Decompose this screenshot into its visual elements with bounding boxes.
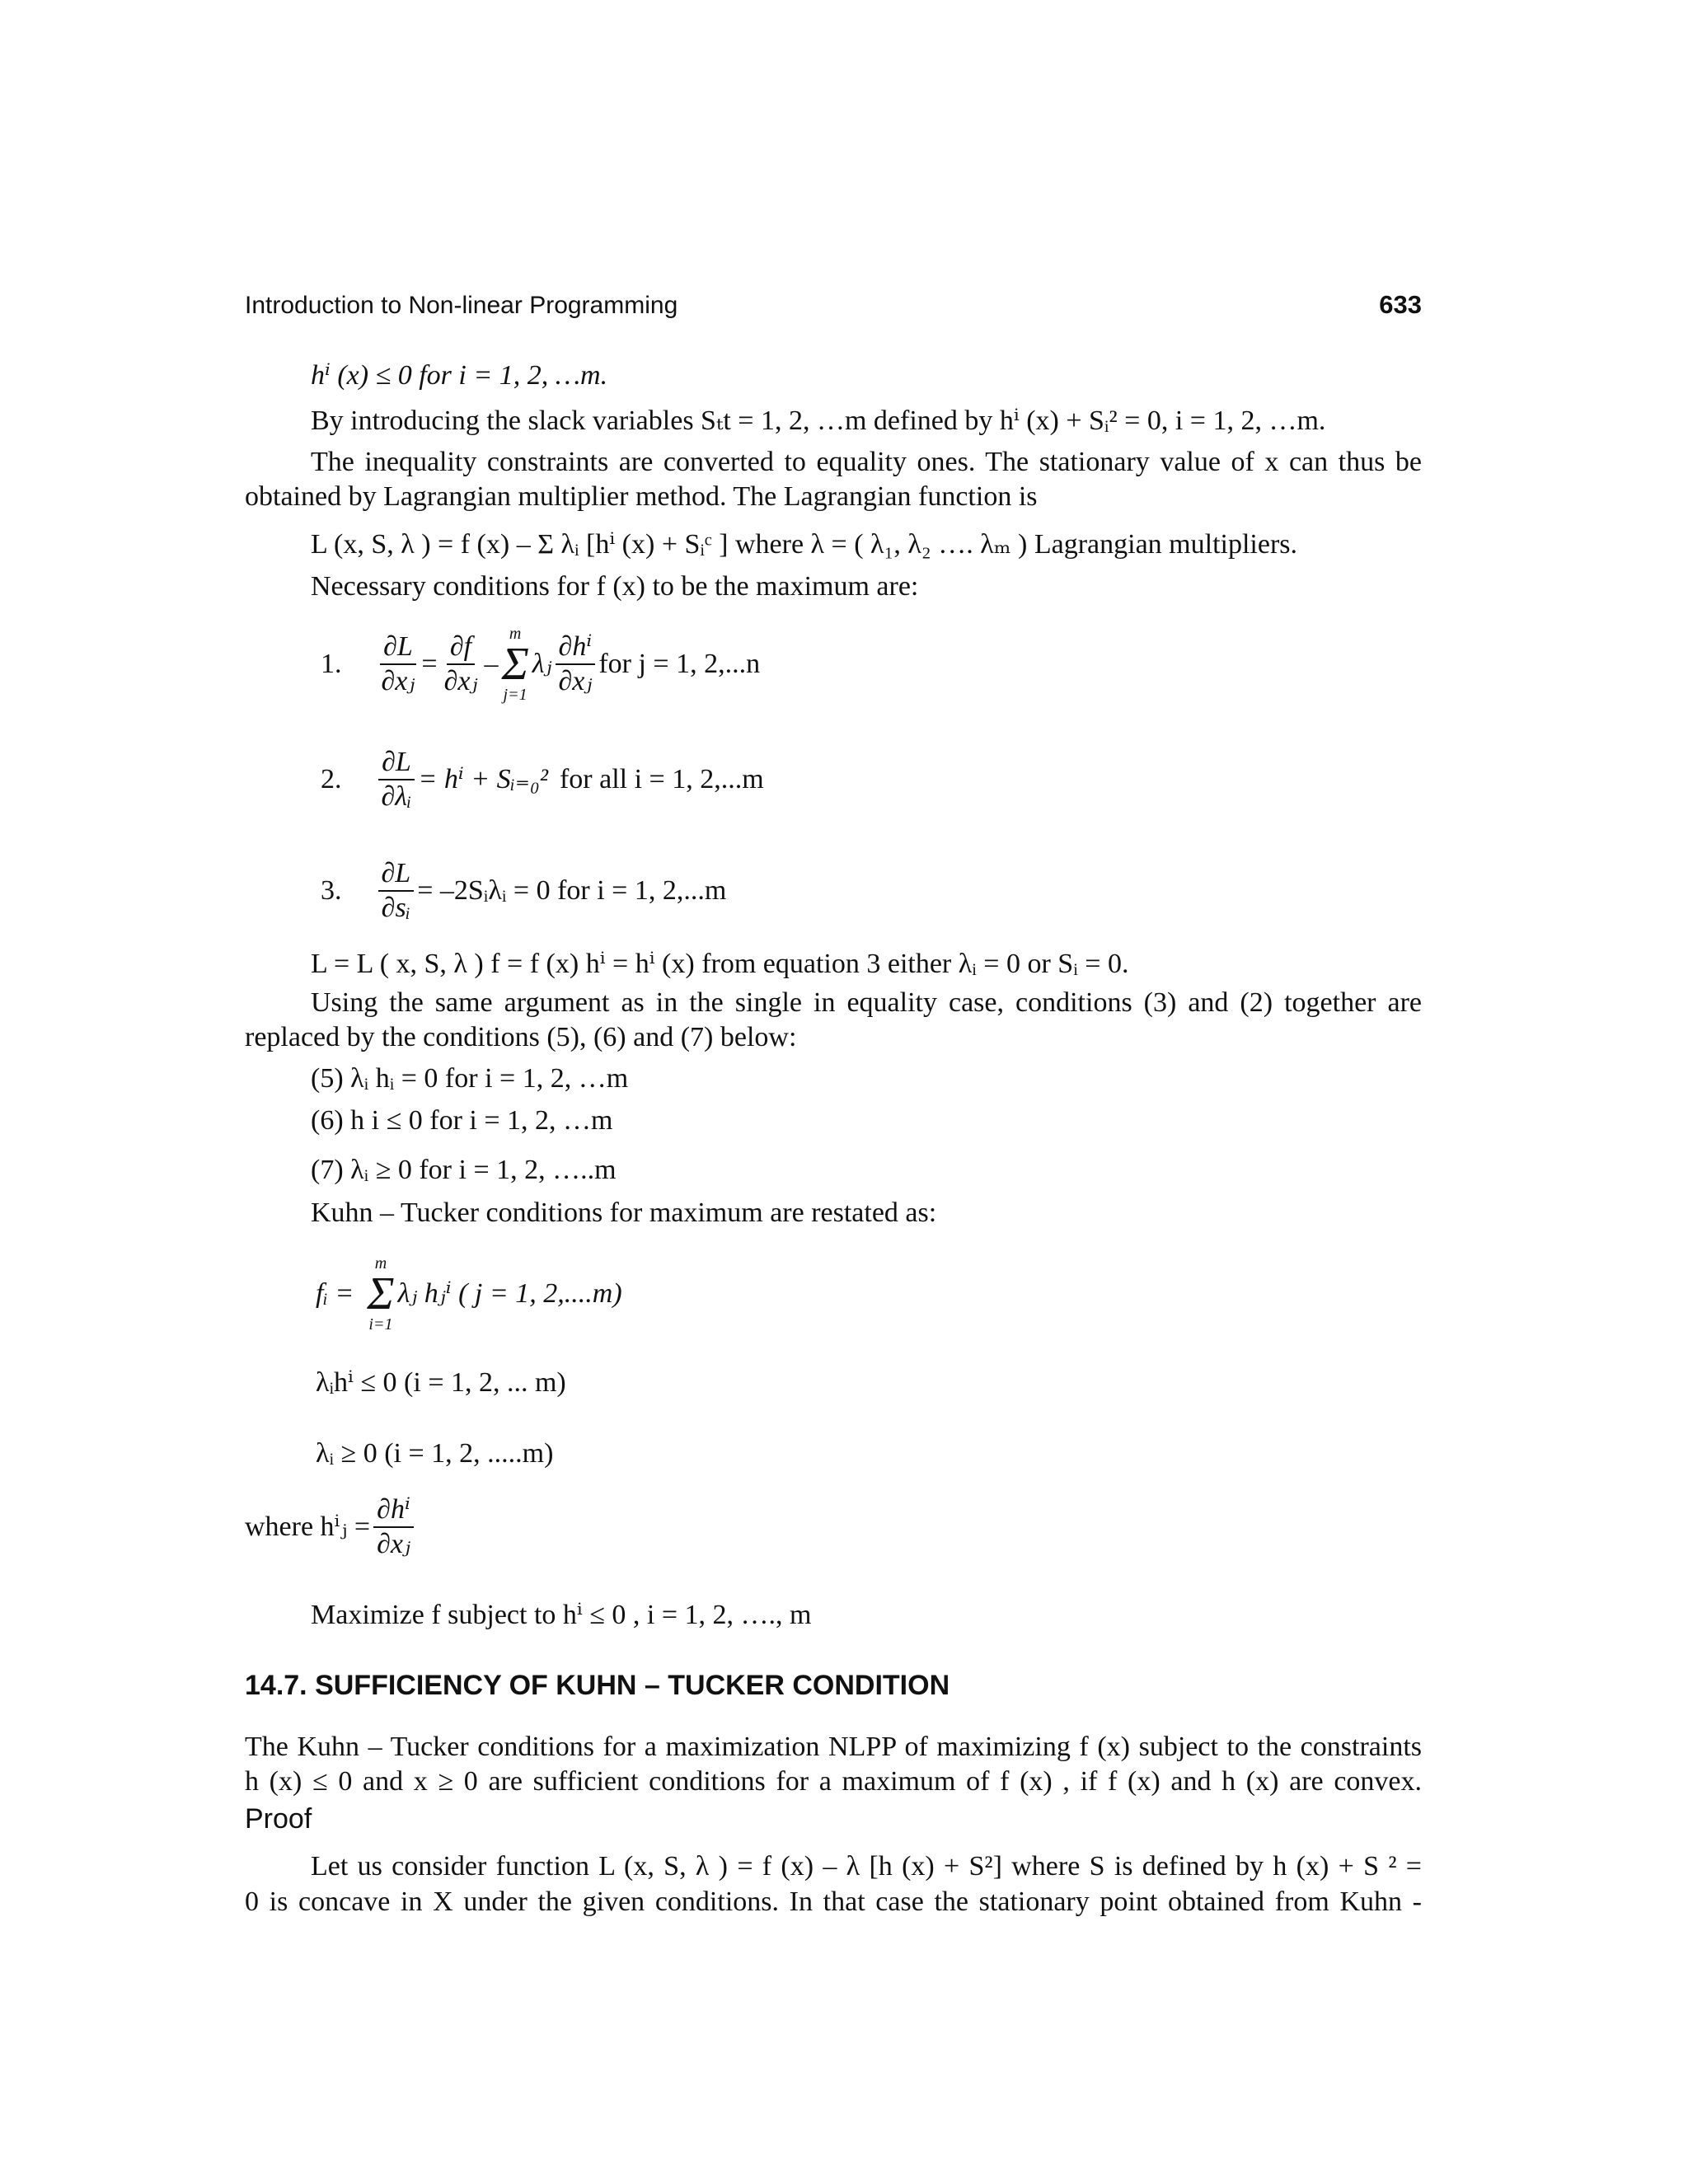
condition-label: 1. [321, 649, 342, 679]
summation: m Σ j=1 [501, 625, 529, 704]
necessary-conditions-line: Necessary conditions for f (x) to be the maximum are: [311, 571, 919, 602]
fraction: $\frac{\text{∂hⁱ}}{\text{∂xⱼ}}$ [555, 630, 595, 698]
fraction: $\frac{\partial f}{\text{∂xⱼ}}$ [443, 631, 478, 696]
condition-3: 3. $\frac{\partial L}{\text{∂sᵢ}}$ = –2Sᵢλᵢ = 0 for i = 1, 2,...m [321, 858, 727, 923]
slack-variables-line: By introducing the slack variables Sₜt = 1, 2, …m defined by hⁱ (x) + Sᵢ² = 0, i = 1, 2, …m. [311, 405, 1326, 436]
condition-label: 2. [321, 764, 342, 794]
paragraph-line: The inequality constraints are converted to equality ones. The stationary value of x can thus be [311, 447, 1422, 477]
condition-1: 1. $\frac{\partial L}{\text{∂xⱼ}}$ = $\frac{\partial f}{\text{∂xⱼ}}$ – m Σ j=1 λⱼ $\frac{\text{∂hⁱ}}{\text{∂xⱼ}}$ for j = 1, 2,...n [321, 625, 761, 704]
condition-6: (6) h i ≤ 0 for i = 1, 2, …m [311, 1105, 613, 1136]
kuhn-tucker-intro: Kuhn – Tucker conditions for maximum are restated as: [311, 1197, 937, 1228]
kt-condition-2: λᵢhⁱ ≤ 0 (i = 1, 2, ... m) [316, 1367, 566, 1398]
fraction: $\frac{\partial L}{\text{∂sᵢ}}$ [378, 857, 415, 925]
section-heading: 14.7. SUFFICIENCY OF KUHN – TUCKER CONDITION [245, 1670, 950, 1701]
condition-7: (7) λᵢ ≥ 0 for i = 1, 2, …..m [311, 1155, 617, 1185]
equation-line: L = L ( x, S, λ ) f = f (x) hⁱ = hⁱ (x) from equation 3 either λᵢ = 0 or Sᵢ = 0. [311, 949, 1129, 979]
page-number: 633 [1379, 290, 1422, 319]
paragraph-line: 0 is concave in X under the given conditions. In that case the stationary point obtained from Kuhn - [245, 1886, 1422, 1917]
paragraph-line: h (x) ≤ 0 and x ≥ 0 are sufficient conditions for a maximum of f (x) , if f (x) and h (x) are convex. [245, 1766, 1422, 1797]
condition-label: 3. [321, 875, 342, 906]
document-page [245, 0, 1422, 2184]
kt-condition-1: fᵢ = m Σ i=1 λⱼ hⱼⁱ ( j = 1, 2,....m) [316, 1254, 622, 1333]
lagrangian-function: L (x, S, λ ) = f (x) – Σ λᵢ [hⁱ (x) + Sᵢᶜ ] where λ = ( λ₁, λ₂ …. λₘ ) Lagrangian multipliers. [311, 529, 1298, 560]
paragraph-line: The Kuhn – Tucker conditions for a maximization NLPP of maximizing f (x) subject to the constraints [245, 1732, 1422, 1762]
kt-condition-3: λᵢ ≥ 0 (i = 1, 2, .....m) [316, 1438, 554, 1469]
paragraph-line: obtained by Lagrangian multiplier method. The Lagrangian function is [245, 481, 1038, 512]
where-definition: where hⁱⱼ = $\frac{\text{∂hⁱ}}{\text{∂xⱼ}}$ [245, 1493, 417, 1561]
constraint-line: hⁱ (x) ≤ 0 for i = 1, 2, …m. [311, 360, 608, 391]
fraction: $\frac{\text{∂hⁱ}}{\text{∂xⱼ}}$ [373, 1493, 414, 1561]
condition-2: 2. $\frac{\partial L}{\text{∂λᵢ}}$ = hⁱ + Sᵢ₌₀² for all i = 1, 2,...m [321, 747, 764, 812]
paragraph-line: replaced by the conditions (5), (6) and (7) below: [245, 1022, 797, 1052]
summation: m Σ i=1 [367, 1254, 395, 1333]
fraction: $\frac{\partial L}{\text{∂λᵢ}}$ [378, 746, 415, 813]
paragraph-line: Using the same argument as in the single in equality case, conditions (3) and (2) together are [311, 987, 1422, 1018]
maximize-line: Maximize f subject to hⁱ ≤ 0 , i = 1, 2, …., m [311, 1600, 812, 1630]
fraction: $\frac{\partial L}{\text{∂xⱼ}}$ [381, 631, 415, 696]
condition-5: (5) λᵢ hᵢ = 0 for i = 1, 2, …m [311, 1063, 629, 1094]
running-title: Introduction to Non-linear Programming [245, 292, 678, 319]
proof-heading: Proof [245, 1803, 312, 1835]
paragraph-line: Let us consider function L (x, S, λ ) = f (x) – λ [h (x) + S²] where S is defined by h (x) + S ² = [311, 1851, 1422, 1882]
